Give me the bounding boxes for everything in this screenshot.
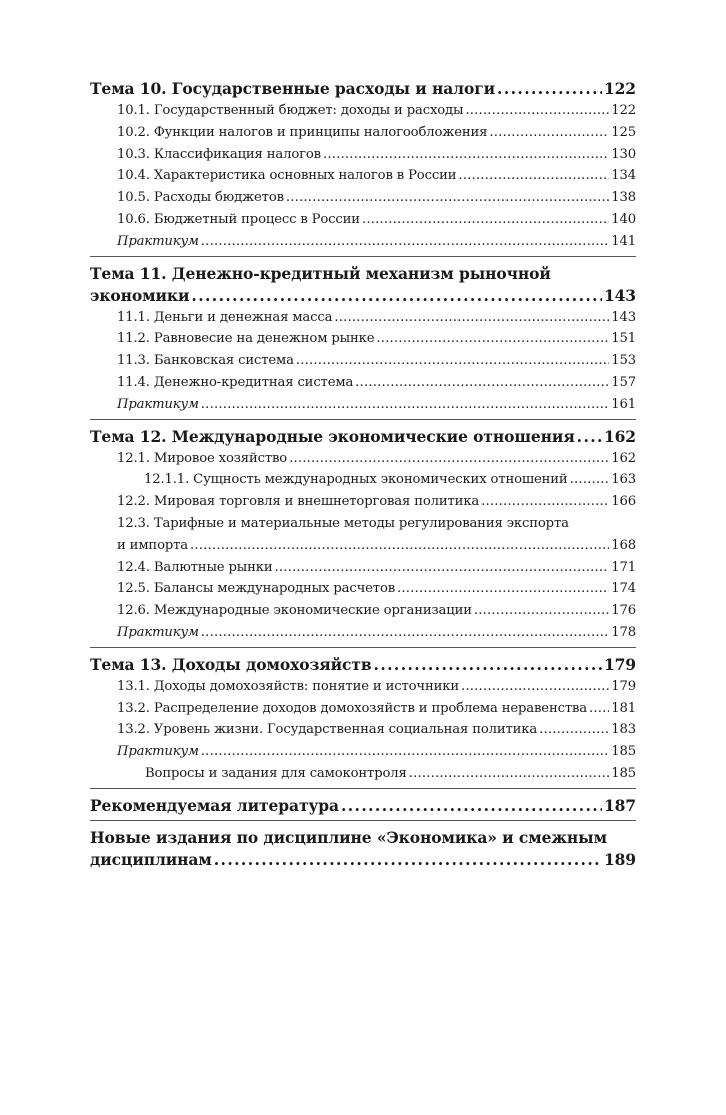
toc-entry[interactable] [90,165,636,187]
dot-leader [481,491,609,513]
toc-entry-title-line-1[interactable]: 12.3. Тарифные и материальные методы регулирования экспорта [117,515,569,531]
dot-leader [489,122,609,144]
toc-entry-title: 10.6. Бюджетный процесс в России [117,211,360,227]
dot-leader [201,394,609,416]
dot-leader [334,307,609,329]
dot-leader [190,535,609,557]
dot-leader [355,372,609,394]
toc-page-number: 143 [603,285,636,305]
toc-entry-title: 11.4. Денежно-кредитная система [117,374,354,390]
toc-page-number: 122 [603,79,636,98]
toc-entry[interactable] [90,100,636,122]
toc-entry-title: Практикум [117,233,199,249]
toc-page-number: 187 [603,795,636,815]
toc-page-number: 185 [611,765,636,781]
toc-entry[interactable] [90,122,636,144]
toc-heading[interactable] [90,654,636,676]
toc-heading-title-line-1[interactable]: Тема 11. Денежно-кредитный механизм рыночной [90,263,551,283]
toc-entry[interactable] [90,328,636,350]
dot-leader [577,426,602,448]
toc-section-new-editions [90,827,636,874]
table-of-contents [90,78,636,880]
toc-page-number: 176 [611,603,636,619]
toc-entry-practicum[interactable] [90,622,636,644]
toc-page-number: 162 [611,450,636,466]
toc-entry-practicum[interactable] [90,394,636,416]
dot-leader [589,698,609,720]
dot-leader [201,741,609,763]
toc-page-number: 157 [611,374,636,390]
dot-leader [374,654,602,676]
dot-leader [497,78,602,100]
toc-entry[interactable] [90,144,636,166]
toc-page-number: 178 [611,624,636,640]
toc-page-number: 134 [611,168,636,184]
toc-page-number: 138 [611,190,636,206]
toc-section-topic-13 [90,654,636,789]
toc-entry-title: Практикум [117,744,199,760]
toc-page-number: 183 [611,722,636,738]
toc-heading-title: Тема 10. Государственные расходы и налоги [90,79,496,98]
toc-entry-title: 12.6. Международные экономические организации [117,603,472,619]
dot-leader [409,763,610,785]
toc-entry-title: 10.1. Государственный бюджет: доходы и расходы [117,103,464,118]
toc-section-topic-11 [90,263,636,420]
toc-entry[interactable] [90,448,636,470]
toc-entry[interactable] [90,209,636,231]
toc-entry[interactable] [90,557,636,579]
toc-heading[interactable] [90,285,636,307]
toc-page-number: 162 [603,426,636,446]
toc-entry-title: Практикум [117,396,199,412]
toc-entry-title: 13.1. Доходы домохозяйств: понятие и источники [117,678,460,694]
toc-entry[interactable] [90,719,636,741]
toc-page-number: 166 [611,494,636,510]
toc-entry-title: 10.3. Классификация налогов [117,146,321,162]
toc-entry[interactable] [90,676,636,698]
dot-leader [458,165,609,187]
toc-page-number: 161 [611,396,636,412]
toc-section-literature [90,795,636,821]
toc-heading-title: Тема 13. Доходы домохозяйств [90,654,372,674]
toc-entry[interactable] [90,698,636,720]
toc-entry-self-check[interactable] [90,763,636,785]
dot-leader [289,448,609,470]
toc-entry[interactable] [90,535,636,557]
toc-heading[interactable] [90,426,636,448]
dot-leader [362,209,609,231]
toc-heading-title-line-1[interactable]: Новые издания по дисциплине «Экономика» и смежным [90,827,607,847]
toc-page-number: 122 [611,103,636,118]
toc-page-number: 189 [603,849,636,869]
toc-entry[interactable] [90,491,636,513]
dot-leader [570,469,610,491]
toc-page-number: 168 [611,537,636,553]
toc-entry-title: 10.5. Расходы бюджетов [117,190,284,206]
toc-page-number: 174 [611,581,636,597]
toc-entry-practicum[interactable] [90,231,636,253]
toc-entry-title-line-2: и импорта [117,537,189,553]
dot-leader [376,328,609,350]
toc-page-number: 151 [611,331,636,347]
toc-entry-title: 12.2. Мировая торговля и внешнеторговая политика [117,494,480,510]
toc-entry-title: 13.2. Распределение доходов домохозяйств и проблема неравенства [117,700,587,716]
toc-entry-title: 11.1. Деньги и денежная масса [117,309,333,325]
toc-entry[interactable] [90,307,636,329]
toc-page-number: 125 [611,124,636,140]
toc-heading-title-line-2: дисциплинам [90,849,212,869]
toc-entry-title: 12.5. Балансы международных расчетов [117,581,396,597]
dot-leader [397,578,609,600]
toc-heading[interactable] [90,849,636,871]
toc-entry-title: 10.4. Характеристика основных налогов в России [117,168,457,184]
toc-subentry[interactable] [90,469,636,491]
toc-heading-title-line-2: экономики [90,285,190,305]
toc-entry[interactable] [90,600,636,622]
toc-entry-title: Вопросы и задания для самоконтроля [145,765,407,781]
dot-leader [474,600,609,622]
toc-entry-title: 12.1. Мировое хозяйство [117,450,288,466]
toc-page-number: 163 [611,472,636,488]
dot-leader [191,285,602,307]
toc-heading[interactable] [90,795,636,817]
toc-page-number: 153 [611,353,636,369]
toc-page-number: 179 [611,678,636,694]
toc-page-number: 181 [611,700,636,716]
toc-entry-title: Практикум [117,624,199,640]
dot-leader [214,849,602,871]
toc-page-number: 179 [603,654,636,674]
toc-entry-title: 10.2. Функции налогов и принципы налогообложения [117,124,488,140]
dot-leader [465,100,609,122]
toc-entry-title: 11.2. Равновесие на денежном рынке [117,331,375,347]
toc-entry-title: 12.1.1. Сущность международных экономических отношений [144,472,568,488]
toc-entry[interactable] [90,350,636,372]
toc-section-topic-10 [90,78,636,257]
toc-page-number: 140 [611,211,636,227]
toc-entry[interactable] [90,578,636,600]
dot-leader [539,719,609,741]
toc-entry[interactable] [90,372,636,394]
dot-leader [201,622,609,644]
toc-page-number: 171 [611,559,636,575]
dot-leader [286,187,609,209]
toc-entry[interactable] [90,187,636,209]
toc-heading[interactable] [90,78,636,100]
toc-entry-title: 13.2. Уровень жизни. Государственная социальная политика [117,722,538,738]
toc-page-number: 143 [611,309,636,325]
toc-heading-title: Рекомендуемая литература [90,795,339,815]
toc-page-number: 141 [611,233,636,249]
dot-leader [341,795,602,817]
dot-leader [323,144,609,166]
dot-leader [201,231,609,253]
toc-entry-title: 11.3. Банковская система [117,353,294,369]
toc-entry-title: 12.4. Валютные рынки [117,559,273,575]
toc-page-number: 130 [611,146,636,162]
toc-section-topic-12 [90,426,636,648]
dot-leader [461,676,609,698]
dot-leader [275,557,610,579]
toc-entry-practicum[interactable] [90,741,636,763]
dot-leader [296,350,609,372]
toc-heading-title: Тема 12. Международные экономические отношения [90,426,575,446]
toc-page-number: 185 [611,744,636,760]
